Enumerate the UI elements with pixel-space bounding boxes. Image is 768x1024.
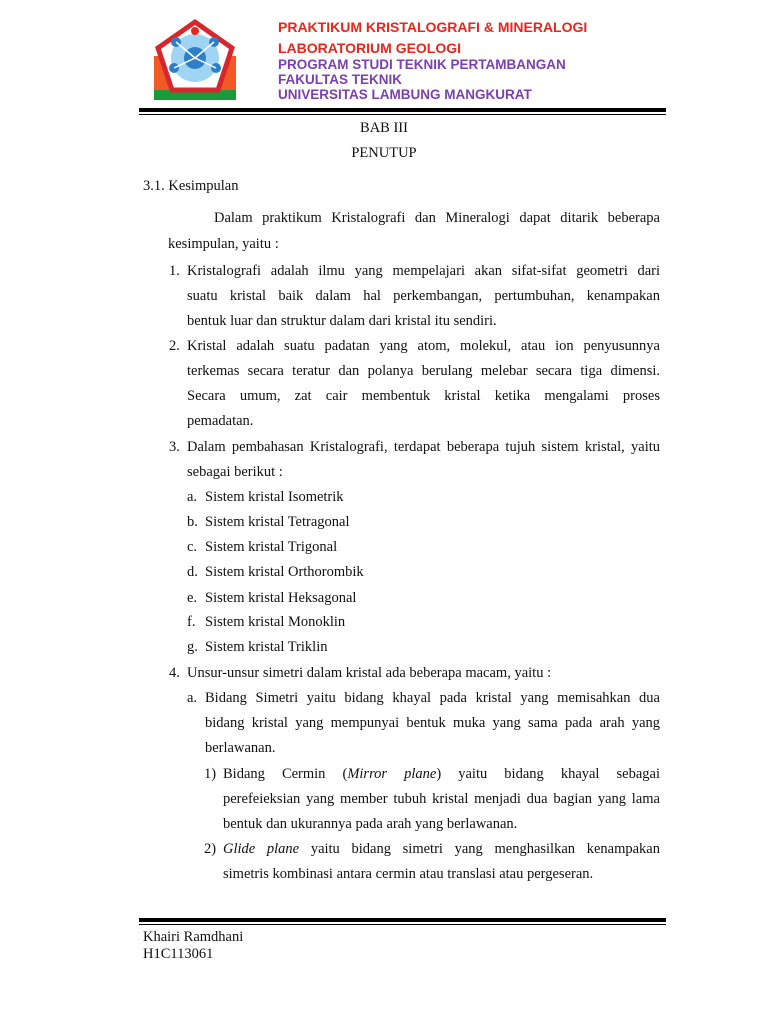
footer-rule	[139, 918, 666, 922]
system-item: Sistem kristal Orthorombik	[205, 564, 364, 580]
system-marker: d.	[187, 564, 198, 580]
item-1-marker: 1.	[169, 263, 180, 279]
item-2-line-1: Kristal adalah suatu padatan yang atom, molekul, atau ion penyusunnya	[187, 338, 660, 354]
header-rule-thin	[139, 114, 666, 115]
symmetry-a-line-2: bidang kristal yang mempunyai bentuk muka yang sama pada arah yang	[205, 715, 660, 731]
system-item: Sistem kristal Monoklin	[205, 614, 346, 630]
chapter-title: PENUTUP	[351, 145, 417, 161]
system-marker: f.	[187, 614, 196, 630]
section-heading: 3.1. Kesimpulan	[143, 178, 239, 194]
system-marker: e.	[187, 590, 198, 606]
symmetry-a-marker: a.	[187, 690, 198, 706]
item-4-marker: 4.	[169, 665, 180, 681]
university-logo	[152, 16, 238, 102]
item-3-marker: 3.	[169, 439, 180, 455]
system-marker: c.	[187, 539, 198, 555]
item-1-line-3: bentuk luar dan struktur dalam dari kristal itu sendiri.	[187, 313, 497, 329]
symmetry-a-line-1: Bidang Simetri yaitu bidang khayal pada kristal yang memisahkan dua	[205, 690, 660, 706]
student-id: H1C113061	[143, 946, 214, 962]
system-item: Sistem kristal Isometrik	[205, 489, 344, 505]
sub-2-marker: 2)	[204, 841, 217, 857]
item-2-line-3: Secara umum, zat cair membentuk kristal ketika mengalami proses	[187, 388, 660, 404]
chapter-number: BAB III	[360, 120, 408, 136]
header-laboratory: LABORATORIUM GEOLOGI	[278, 40, 462, 56]
symmetry-a-line-3: berlawanan.	[205, 740, 276, 756]
item-4-line-1: Unsur-unsur simetri dalam kristal ada beberapa macam, yaitu :	[187, 665, 552, 681]
item-3-line-2: sebagai berikut :	[187, 464, 283, 480]
sub-1-line-3: bentuk dan ukurannya pada arah yang berlawanan.	[223, 816, 518, 832]
item-1-line-2: suatu kristal baik dalam hal perkembangan, pertumbuhan, kenampakan	[187, 288, 660, 304]
item-2-line-4: pemadatan.	[187, 413, 254, 429]
header-program: PROGRAM STUDI TEKNIK PERTAMBANGAN	[278, 57, 566, 72]
header-title: PRAKTIKUM KRISTALOGRAFI & MINERALOGI	[278, 19, 588, 35]
sub-2-line-1: Glide plane yaitu bidang simetri yang menghasilkan kenampakan	[223, 841, 660, 857]
header-faculty: FAKULTAS TEKNIK	[278, 72, 402, 87]
intro-line-2: kesimpulan, yaitu :	[168, 236, 279, 252]
system-marker: b.	[187, 514, 198, 530]
header-rule	[139, 108, 666, 112]
sub-1-line-1: Bidang Cermin (Mirror plane) yaitu bidang khayal sebagai	[223, 766, 660, 782]
item-3-line-1: Dalam pembahasan Kristalografi, terdapat beberapa tujuh sistem kristal, yaitu	[187, 439, 660, 455]
system-item: Sistem kristal Triklin	[205, 639, 328, 655]
item-2-marker: 2.	[169, 338, 180, 354]
system-item: Sistem kristal Heksagonal	[205, 590, 357, 606]
sub-1-line-2: perefeieksian yang member tubuh kristal menjadi dua bagian yang lama	[223, 791, 660, 807]
system-item: Sistem kristal Tetragonal	[205, 514, 350, 530]
sub-2-line-2: simetris kombinasi antara cermin atau translasi atau pergeseran.	[223, 866, 594, 882]
author-name: Khairi Ramdhani	[143, 929, 244, 945]
system-item: Sistem kristal Trigonal	[205, 539, 338, 555]
system-marker: a.	[187, 489, 198, 505]
intro-line-1: Dalam praktikum Kristalografi dan Mineralogi dapat ditarik beberapa	[214, 210, 660, 226]
item-2-line-2: terkemas secara teratur dan polanya berulang melebar secara tiga dimensi.	[187, 363, 660, 379]
item-1-line-1: Kristalografi adalah ilmu yang mempelajari akan sifat-sifat geometri dari	[187, 263, 660, 279]
system-marker: g.	[187, 639, 198, 655]
sub-1-marker: 1)	[204, 766, 217, 782]
footer-rule-thin	[139, 924, 666, 925]
header-university: UNIVERSITAS LAMBUNG MANGKURAT	[278, 87, 532, 102]
